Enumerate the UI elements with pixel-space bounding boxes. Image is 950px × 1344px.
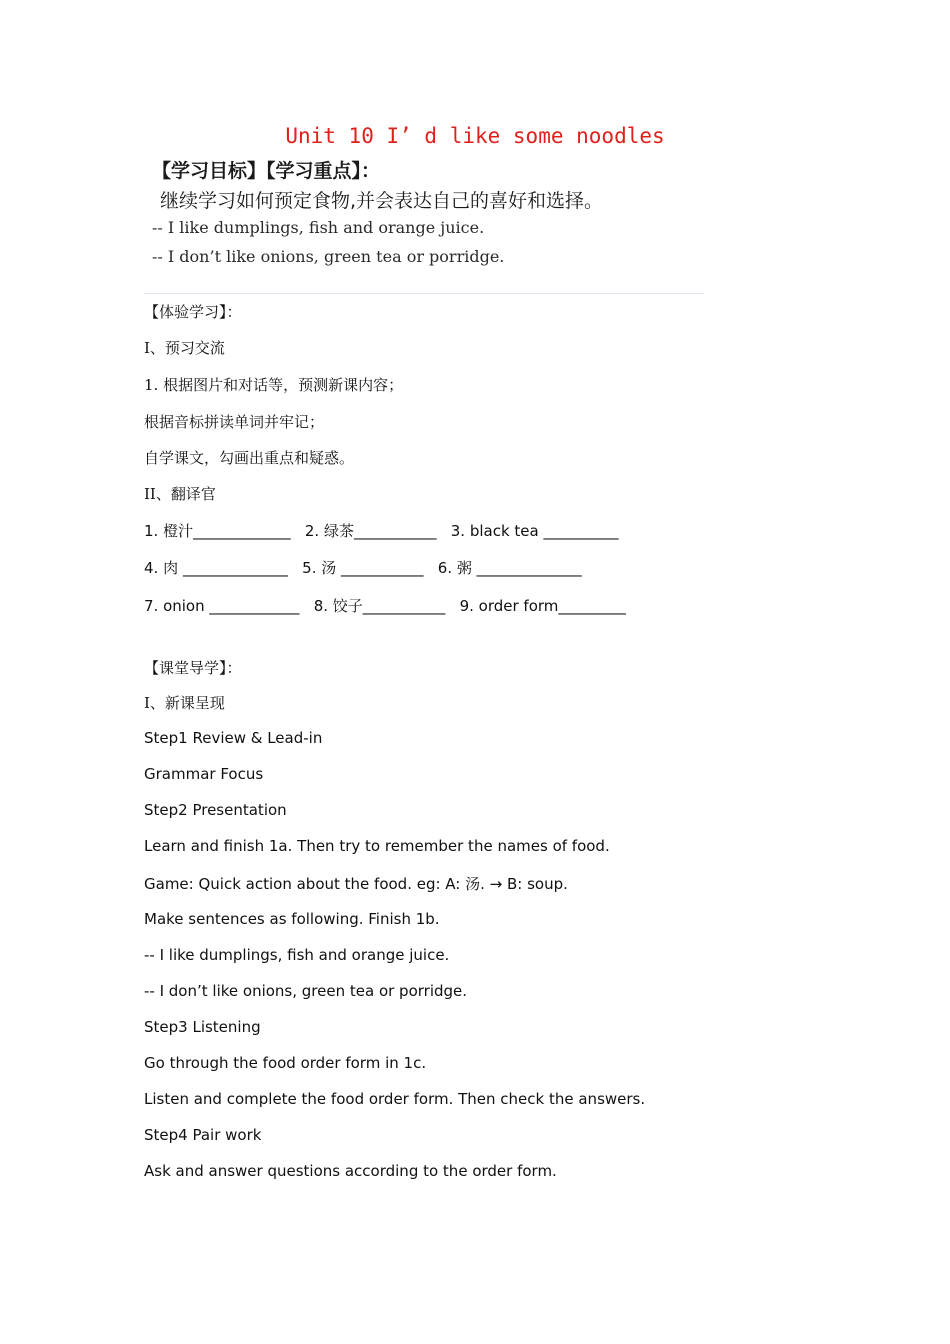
objectives-heading: 【学习目标】【学习重点】： <box>152 160 381 182</box>
step-line: Step1 Review & Lead-in <box>144 729 323 747</box>
section-translate: II、翻译官 <box>144 485 216 503</box>
step-line: Ask and answer questions according to the order form. <box>144 1162 557 1180</box>
step-line: Game: Quick action about the food. eg: A: 汤. → B: soup. <box>144 875 568 893</box>
step-line: Step2 Presentation <box>144 801 287 819</box>
translate-row: 1. 橙汁_____________ 2. 绿茶___________ 3. black tea __________ <box>144 522 619 540</box>
step-line: Go through the food order form in 1c. <box>144 1054 427 1072</box>
translate-row: 4. 肉 ______________ 5. 汤 ___________ 6. 粥 ______________ <box>144 559 582 577</box>
step-line: Step3 Listening <box>144 1018 261 1036</box>
page-title: Unit 10 I’ d like some noodles <box>285 124 665 148</box>
step-line: -- I like dumplings, fish and orange juice. <box>144 946 450 964</box>
list-item: 自学课文，勾画出重点和疑惑。 <box>144 449 355 467</box>
step-line: Listen and complete the food order form. Then check the answers. <box>144 1090 646 1108</box>
section-preview: I、预习交流 <box>144 339 225 357</box>
example-sentence: -- I don’t like onions, green tea or porridge. <box>152 247 505 266</box>
step-line: Step4 Pair work <box>144 1126 262 1144</box>
list-item: 根据音标拼读单词并牢记； <box>144 413 325 431</box>
translate-row: 7. onion ____________ 8. 饺子___________ 9. order form_________ <box>144 597 626 615</box>
step-line: Make sentences as following. Finish 1b. <box>144 910 440 928</box>
example-sentence: -- I like dumplings, fish and orange juice. <box>152 218 485 237</box>
divider <box>144 293 704 294</box>
experience-heading: 【体验学习】： <box>144 303 242 321</box>
section-new-lesson: I、新课呈现 <box>144 694 225 712</box>
list-item: 1. 根据图片和对话等，预测新课内容； <box>144 376 404 394</box>
objective-text: 继续学习如何预定食物,并会表达自己的喜好和选择。 <box>160 190 604 212</box>
step-line: -- I don’t like onions, green tea or porridge. <box>144 982 468 1000</box>
classroom-heading: 【课堂导学】： <box>144 659 242 677</box>
step-line: Learn and finish 1a. Then try to remember the names of food. <box>144 837 610 855</box>
step-line: Grammar Focus <box>144 765 264 783</box>
